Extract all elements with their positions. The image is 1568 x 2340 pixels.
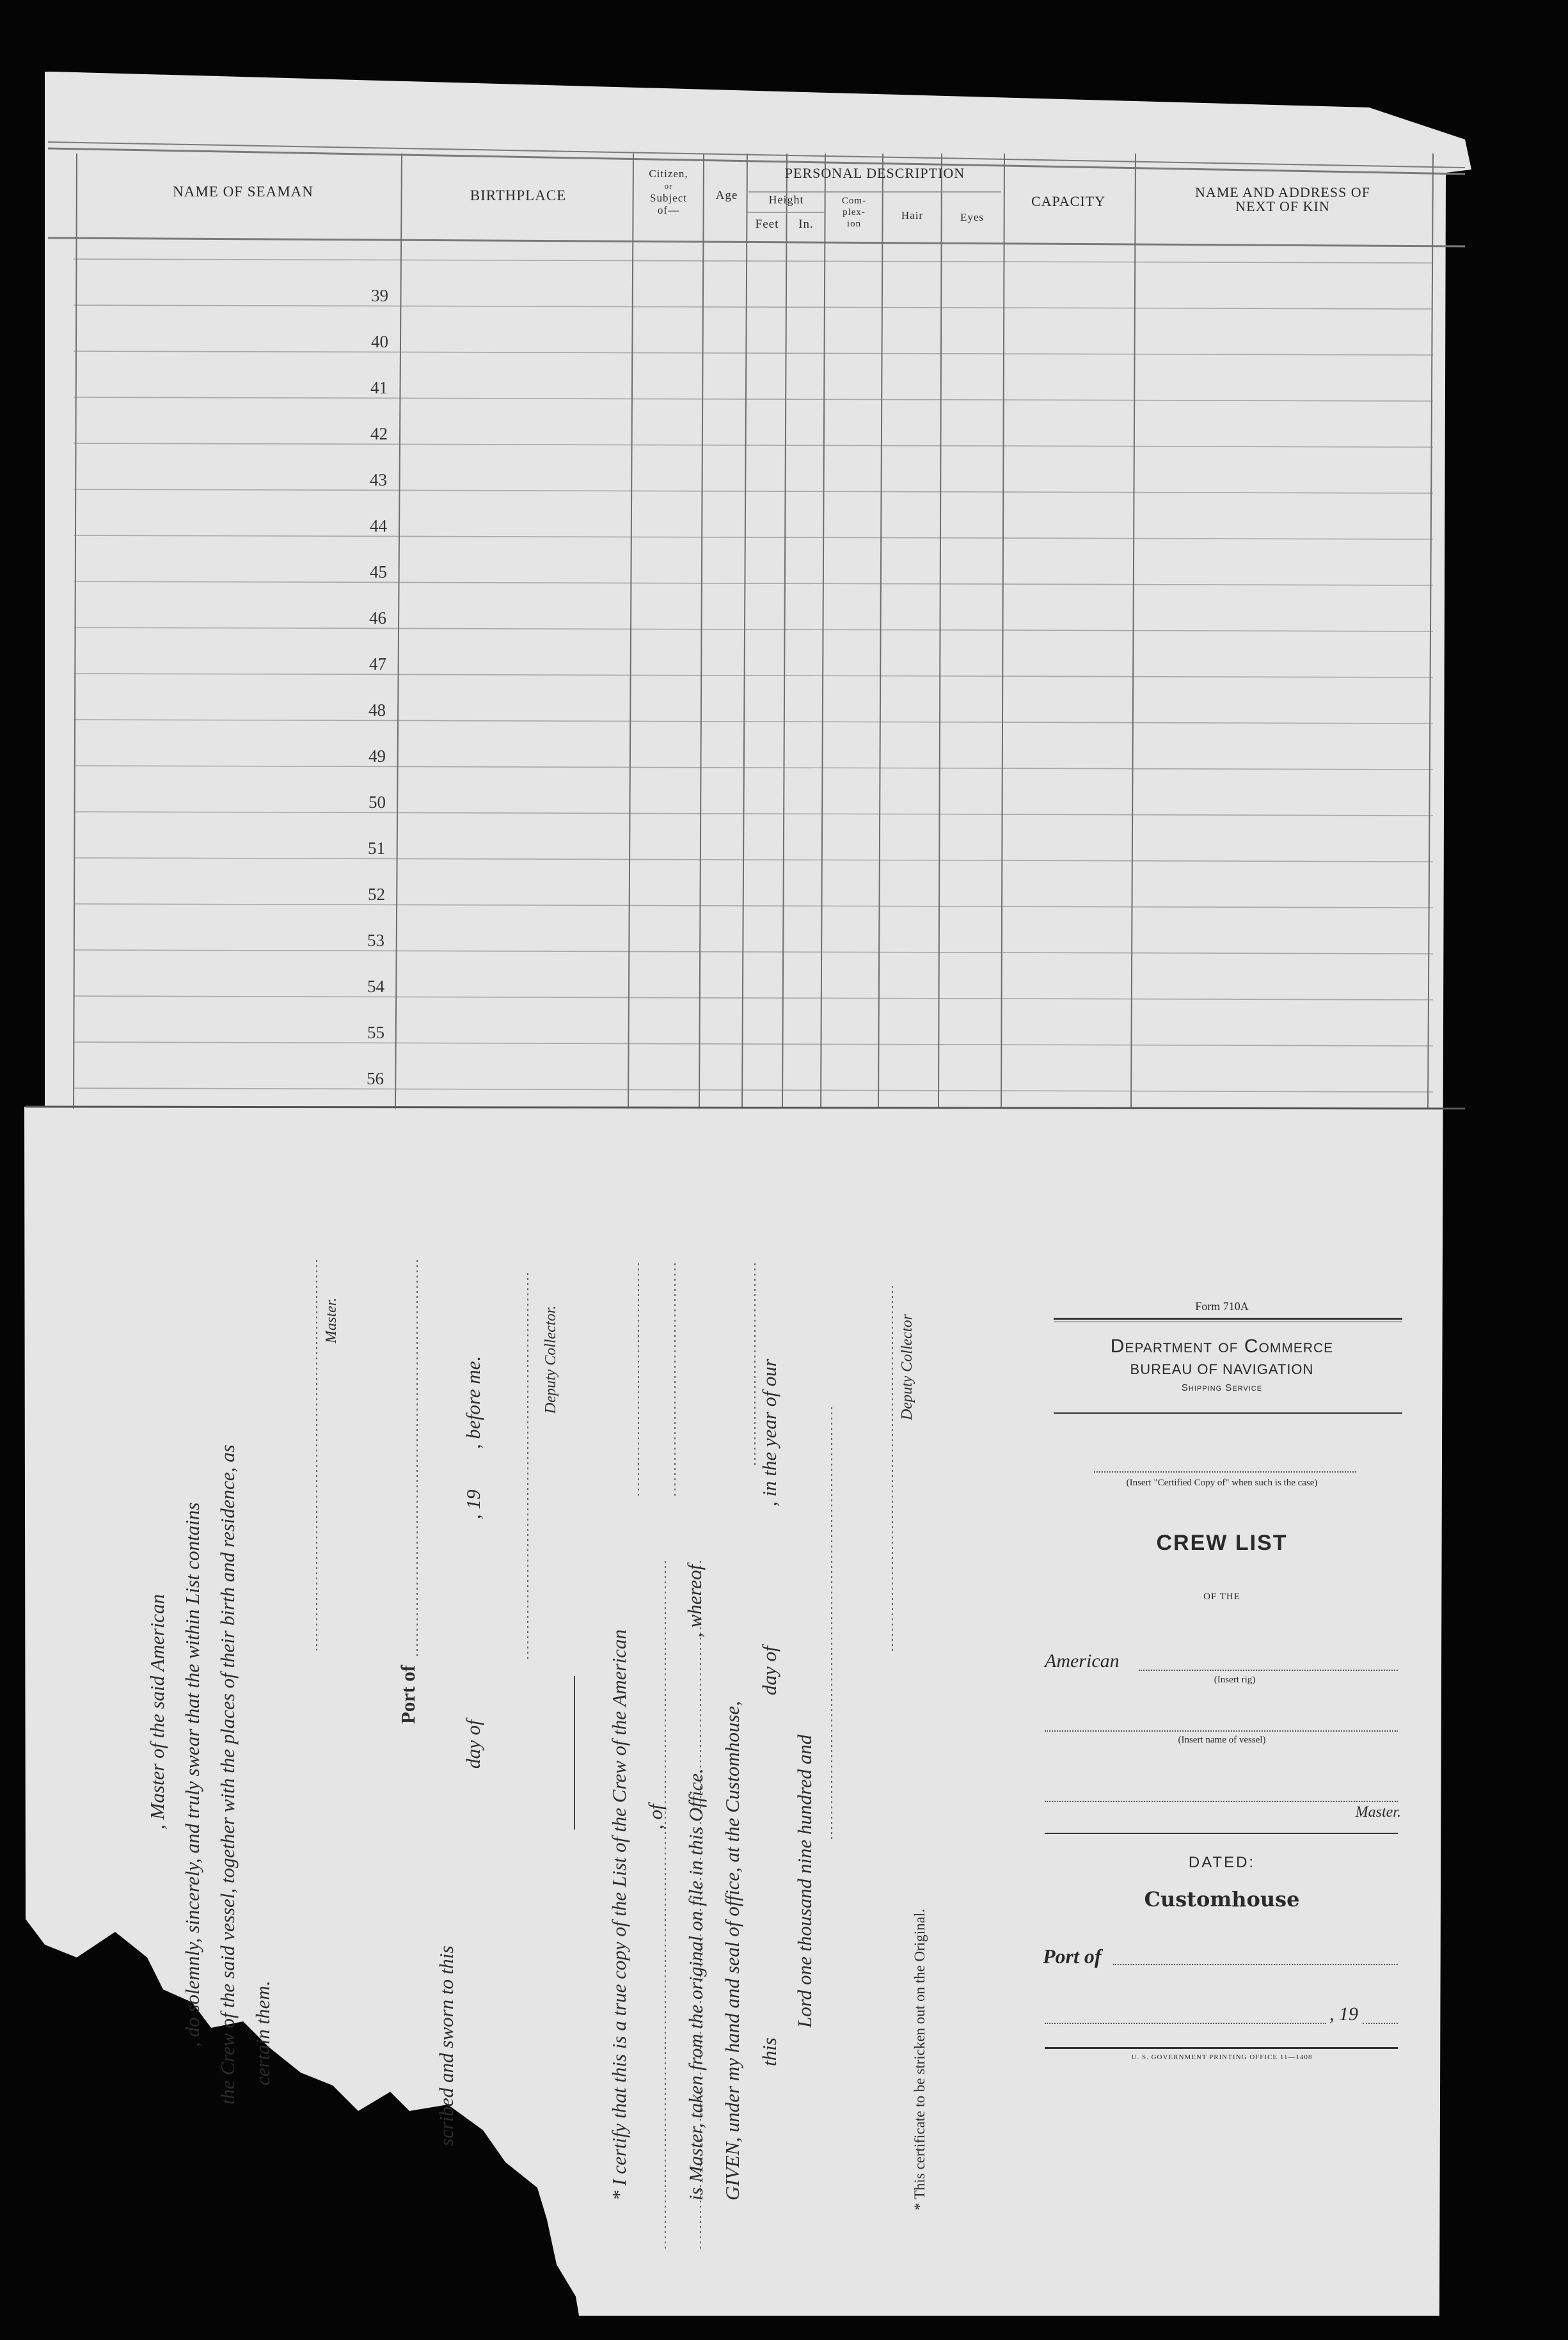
header-eyes: Eyes [960,211,985,223]
certificate-line-3: GIVEN, under my hand and seal of office, at the Customhouse, [721,1701,743,2201]
header-complexion-line1: Com- [841,196,867,206]
form-number: Form 710A [1195,1300,1249,1313]
header-next-of-kin [1136,186,1430,214]
header-feet: Feet [755,217,779,231]
row-number: 46 [369,608,386,628]
certificate-deputy-collector: Deputy Collector [899,1314,915,1420]
port-of-label: Port of [1043,1945,1102,1968]
header-height: Height [768,193,804,206]
oath-sworn-line: scribed and sworn to this [435,1945,457,2146]
american-label: American [1045,1650,1120,1672]
row-number: 52 [368,885,385,904]
year-line [1363,2023,1398,2024]
oath-deputy-collector: Deputy Collector. [542,1305,559,1414]
rule-top [1054,1318,1402,1320]
certificate-footnote: * This certificate to be stricken out on the Original. [912,1909,928,2210]
row-number: 51 [368,839,385,858]
master-line [1045,1801,1398,1802]
master-label: Master. [1355,1804,1401,1821]
header-inches: In. [798,217,814,231]
cover-panel [1017,1292,1427,2073]
header-birthplace: BIRTHPLACE [470,187,567,203]
row-number: 48 [368,700,386,720]
port-line [1113,1964,1398,1965]
insert-certified-note: (Insert "Certified Copy of" when such is the case) [1126,1478,1318,1488]
row-number: 50 [368,793,386,812]
header-capacity: CAPACITY [1031,193,1105,209]
header-name-of-seaman: NAME OF SEAMAN [173,184,313,200]
bureau-title: BUREAU OF NAVIGATION [1130,1361,1314,1377]
row-number: 42 [370,424,388,443]
crew-list-title: CREW LIST [1156,1531,1288,1555]
customhouse-label: Customhouse [1144,1887,1300,1911]
rule-dated [1045,1833,1398,1834]
row-number: 55 [367,1023,384,1042]
dated-label: DATED: [1188,1854,1256,1871]
certificate-of: , of [644,1804,667,1830]
oath-line-1: , Master of the said American [146,1594,168,1830]
header-hair: Hair [901,209,924,221]
header-citizen-line3: Subject [650,192,687,204]
row-number: 47 [369,654,386,674]
oath-line-4: certain them. [251,1980,274,2085]
certificate-line-2: is Master, taken from the original on file in this Office. [685,1768,707,2201]
oath-master-label: Master. [323,1297,340,1343]
printer-note: U. S. GOVERNMENT PRINTING OFFICE 11—1408 [1131,2053,1313,2061]
certificate-whereof: , whereof [683,1564,706,1638]
row-number: 54 [367,977,384,996]
oath-day-of: day of [462,1719,484,1769]
header-personal-description: PERSONAL DESCRIPTION [784,165,965,181]
certificate-year: , in the year of our [758,1359,780,1506]
rule-bottom [1045,2047,1398,2049]
row-number: 45 [370,562,387,581]
service-title: Shipping Service [1181,1382,1263,1393]
row-number: 40 [371,332,388,351]
header-citizen-line1: Citizen, [649,168,688,180]
date-line [1045,2023,1326,2024]
certificate-day-of: day of [758,1646,780,1695]
row-number: 44 [370,516,387,535]
row-number: 49 [368,747,386,766]
oath-line-3: the Crew of the said vessel, together with the places of their birth and residence, as [216,1444,239,2105]
header-kin-line2: NEXT OF KIN [1235,198,1330,214]
header-citizen-line4: of— [657,204,680,216]
oath-before-me: , before me. [462,1356,484,1449]
oath-port-of: Port of [397,1664,419,1724]
header-complexion-line2: plex- [843,207,866,217]
rig-line [1139,1670,1398,1671]
oath-line-2: , do solemnly, sincerely, and truly swear that the within List contains [181,1502,203,2047]
rule-service [1054,1412,1402,1414]
row-number: 41 [370,378,388,397]
header-complexion [825,195,883,230]
of-the-label: OF THE [1203,1592,1240,1602]
row-number: 39 [371,286,388,305]
insert-vessel-note: (Insert name of vessel) [1178,1735,1266,1745]
oath-year-19: , 19 [462,1489,484,1519]
header-citizen [633,168,704,216]
header-citizen-line2: or [664,181,673,191]
vessel-line [1045,1730,1398,1732]
header-kin-line1: NAME AND ADDRESS OF [1195,184,1370,200]
certificate-line-1: * I certify that this is a true copy of the List of the Crew of the American [608,1629,630,2201]
row-number: 53 [367,931,384,950]
year-19-label: , 19 [1329,2004,1358,2025]
certificate-lord: Lord one thousand nine hundred and [793,1734,816,2028]
insert-rig-note: (Insert rig) [1214,1675,1256,1685]
header-complexion-line3: ion [846,219,862,229]
row-number: 43 [370,470,387,489]
certified-copy-line [1094,1471,1356,1473]
header-age: Age [715,189,738,202]
certificate-this: this [758,2037,780,2066]
row-number: 56 [367,1069,384,1088]
department-title: Department of Commerce [1110,1336,1334,1357]
